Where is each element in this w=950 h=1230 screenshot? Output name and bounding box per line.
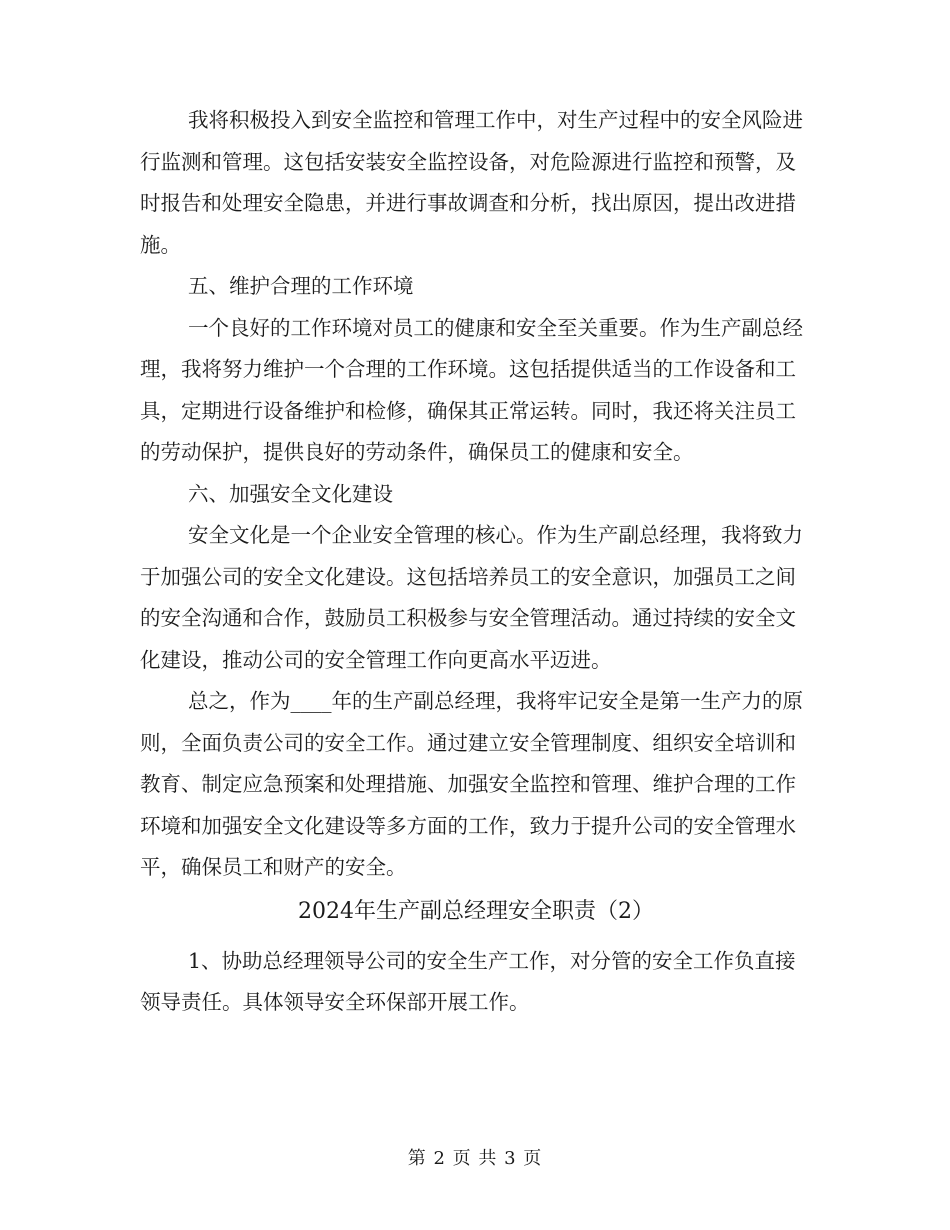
paragraph-safety-monitoring: 我将积极投入到安全监控和管理工作中，对生产过程中的安全风险进行监测和管理。这包括安装安全监控设备，对危险源进行监控和预警，及时报告和处理安全隐患，并进行事故调查和分析，找出原因，提出改进措施。: [140, 108, 803, 257]
paragraph-duty-1: 1、协助总经理领导公司的安全生产工作，对分管的安全工作负直接领导责任。具体领导安全环保部开展工作。: [140, 948, 796, 1014]
paragraph-summary: 总之，作为____年的生产副总经理，我将牢记安全是第一生产力的原则，全面负责公司的安全工作。通过建立安全管理制度、组织安全培训和教育、制定应急预案和处理措施、加强安全监控和管理、维护合理的工作环境和加强安全文化建设等多方面的工作，致力于提升公司的安全管理水平，确保员工和财产的安全。: [140, 689, 803, 879]
heading-work-environment: 五、维护合理的工作环境: [188, 274, 414, 298]
paragraph-work-environment: 一个良好的工作环境对员工的健康和安全至关重要。作为生产副总经理，我将努力维护一个合理的工作环境。这包括提供适当的工作设备和工具，定期进行设备维护和检修，确保其正常运转。同时，我还将关注员工的劳动保护，提供良好的劳动条件，确保员工的健康和安全。: [140, 315, 803, 464]
page-number-footer: 第 2 页 共 3 页: [407, 1148, 543, 1169]
document-body: [140, 100, 812, 1024]
paragraph-safety-culture: 安全文化是一个企业安全管理的核心。作为生产副总经理，我将致力于加强公司的安全文化建设。这包括培养员工的安全意识，加强员工之间的安全沟通和合作，鼓励员工积极参与安全管理活动。通过持续的安全文化建设，推动公司的安全管理工作向更高水平迈进。: [140, 523, 803, 672]
heading-safety-culture: 六、加强安全文化建设: [188, 481, 393, 506]
section-title: 2024年生产副总经理安全职责（2）: [298, 898, 654, 924]
